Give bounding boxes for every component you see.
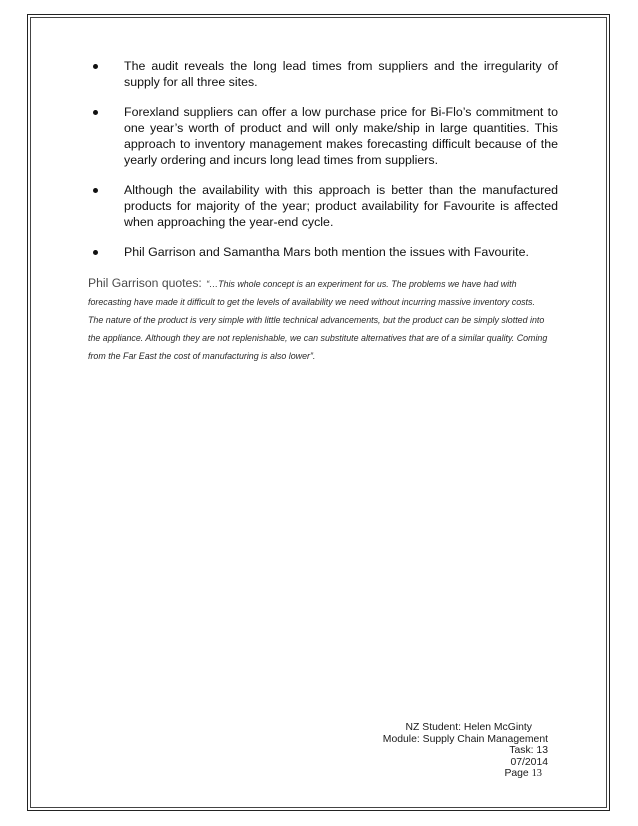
bullet-text: Forexland suppliers can offer a low purchase price for Bi-Flo’s commitment to one year’s worth of product and will only make/ship in large quantities. This approach to inventory management makes forecasting difficult because of the yearly ordering and incurs long lead times from suppliers.	[124, 105, 558, 167]
bullet-icon	[93, 110, 98, 115]
bullet-icon	[93, 64, 98, 69]
footer-task: Task: 13	[509, 745, 548, 757]
bullet-text: Phil Garrison and Samantha Mars both mention the issues with Favourite.	[124, 245, 529, 259]
document-body	[88, 58, 558, 364]
bullet-item	[88, 182, 558, 230]
footer-module: Module: Supply Chain Management	[382, 733, 548, 745]
bullet-icon	[93, 188, 98, 193]
quote-text: “…This whole concept is an experiment for us. The problems we have had with forecasting have made it difficult to get the levels of availability we need without incurring massive inventory costs. The nature of the product is very simple with little technical advancements, but the product can be simply slotted into the appliance. Although they are not replenishable, we can substitute alternatives that are of a similar quality. Coming from the Far East the cost of manufacturing is also lower”.	[88, 279, 548, 361]
footer-student: NZ Student: Helen McGinty	[405, 722, 532, 733]
footer-date: 07/2014	[510, 756, 548, 768]
footer-page-line	[383, 768, 548, 780]
bullet-text: Although the availability with this approach is better than the manufactured products for majority of the year; product availability for Favourite is affected when approaching the year-end cycle.	[124, 183, 558, 229]
footer-page-number: 13	[531, 768, 542, 780]
bullet-item	[88, 104, 558, 168]
bullet-item	[88, 58, 558, 90]
bullet-icon	[93, 250, 98, 255]
page-footer	[383, 722, 548, 780]
quote-lead: Phil Garrison quotes:	[88, 276, 202, 290]
bullet-item	[88, 244, 558, 260]
quote-block	[88, 274, 550, 364]
footer-page-label: Page	[504, 768, 529, 780]
bullet-text: The audit reveals the long lead times from suppliers and the irregularity of supply for all three sites.	[124, 59, 558, 89]
bullet-list	[88, 58, 558, 260]
